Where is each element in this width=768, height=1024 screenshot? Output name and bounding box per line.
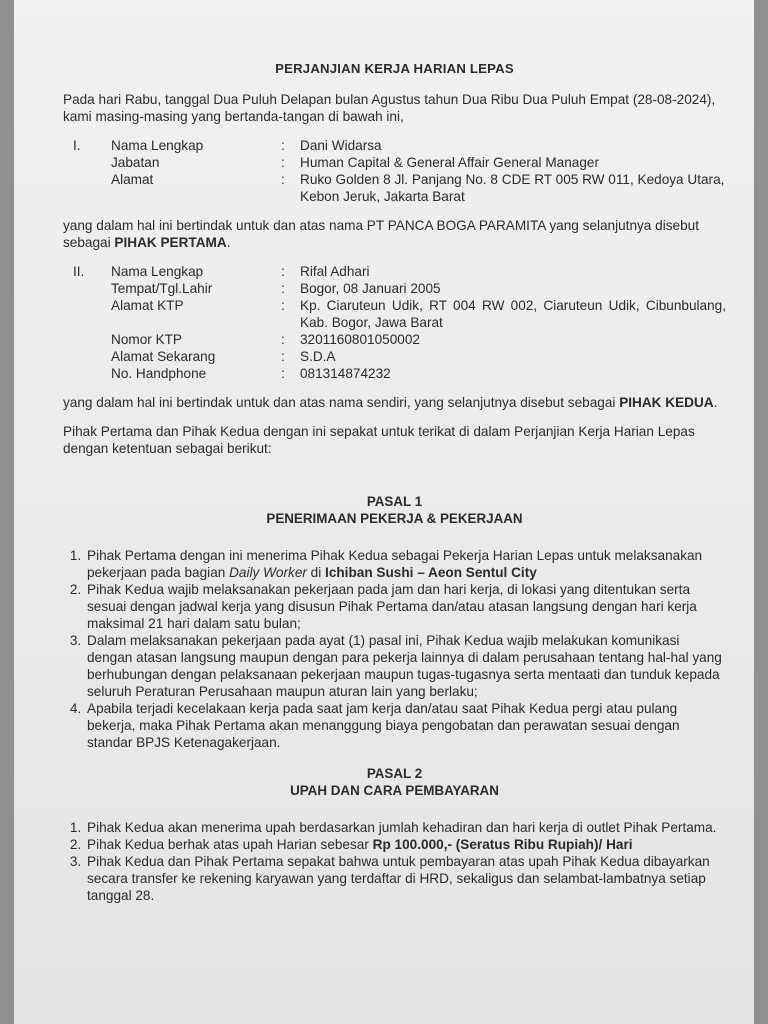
detail-value: Kp. Ciaruteun Udik, RT 004 RW 002, Ciaruteun Udik, Cibunbulang, Kab. Bogor, Jawa Barat [300,298,726,330]
party-first-details [63,137,726,205]
detail-row [111,154,726,171]
pasal-number: PASAL 1 [366,494,423,509]
detail-label: Nama Lengkap [111,264,204,279]
list-item: 3. Dalam melaksanakan pekerjaan pada ayat (1) pasal ini, Pihak Kedua wajib melakukan komunikasi dengan atasan langsung maupun dengan para pekerja lainnya di dalam perusahaan tentang hal-hal yang berhubungan dengan pelaksanaan pekerjaan maupun tugas-tugasnya serta mentaati dan tunduk kepada seluruh Peraturan Perusahaan maupun aturan lain yang berlaku; [85,632,726,700]
role-name: PIHAK PERTAMA [114,235,227,250]
detail-value: S.D.A [300,349,336,364]
detail-row [111,137,726,154]
detail-label: Alamat [111,172,154,187]
party-first-table [111,137,726,205]
pasal-title: UPAH DAN CARA PEMBAYARAN [290,783,499,798]
detail-row [111,365,726,382]
list-item: 1. Pihak Kedua akan menerima upah berdasarkan jumlah kehadiran dan hari kerja di outlet Pihak Pertama. [85,819,726,836]
detail-label: Tempat/Tgl.Lahir [111,281,213,296]
role-name: PIHAK KEDUA [619,395,714,410]
document-page [14,0,754,1024]
pasal-2-heading [63,765,726,799]
detail-value: Rifal Adhari [300,264,370,279]
colon-separator: : [281,349,285,364]
item-bold-text: Ichiban Sushi – Aeon Sentul City [325,565,537,580]
colon-separator: : [281,366,285,381]
colon-separator: : [281,172,285,187]
detail-label: Alamat Sekarang [111,349,216,364]
item-text: / Hari [598,837,633,852]
pasal-title: PENERIMAAN PEKERJA & PEKERJAAN [266,511,523,526]
party-second-role [63,394,726,411]
pasal-1-heading [63,493,726,527]
list-item [85,836,726,853]
contract-document [63,60,726,918]
list-item: 2. Pihak Kedua wajib melaksanakan pekerjaan pada jam dan hari kerja, di lokasi yang ditentukan serta sesuai dengan jadwal kerja yang disusun Pihak Pertama dan/atau atasan langsung dengan hari kerja maksimal 21 hari dalam satu bulan; [85,581,726,632]
detail-value: Human Capital & General Affair General Manager [300,155,599,170]
colon-separator: : [281,138,285,153]
colon-separator: : [281,281,285,296]
item-text: Pihak Pertama dengan ini menerima Pihak Kedua sebagai Pekerja Harian Lepas untuk melaksanakan pekerjaan pada bagian [87,548,703,580]
detail-value: Ruko Golden 8 Jl. Panjang No. 8 CDE RT 005 RW 011, Kedoya Utara, Kebon Jeruk, Jakarta Barat [300,172,725,204]
detail-value: 081314874232 [300,366,391,381]
agreement-paragraph: Pihak Pertama dan Pihak Kedua dengan ini sepakat untuk terikat di dalam Perjanjian Kerja Harian Lepas dengan ketentuan sebagai berikut: [63,424,695,456]
detail-value: Bogor, 08 Januari 2005 [300,281,441,296]
detail-row [111,348,726,365]
list-item: 3. Pihak Kedua dan Pihak Pertama sepakat bahwa untuk pembayaran atas upah Pihak Kedua dibayarkan secara transfer ke rekening karyawan yang terdaftar di HRD, sekaligus dan selambat-lambatnya setiap tanggal 28. [85,853,726,904]
party-number: II. [73,264,85,279]
intro-paragraph: Pada hari Rabu, tanggal Dua Puluh Delapan bulan Agustus tahun Dua Ribu Dua Puluh Empat (28-08-2024), kami masing-masing yang bertanda-tangan di bawah ini, [63,92,716,124]
detail-row [111,263,726,280]
detail-value: Dani Widarsa [300,138,382,153]
pasal-1-list [63,547,726,751]
detail-label: No. Handphone [111,366,207,381]
item-text: Pihak Kedua berhak atas upah Harian sebesar [87,837,373,852]
role-text: yang dalam hal ini bertindak untuk dan atas nama sendiri, yang selanjutnya disebut sebagai [63,395,620,410]
role-text: yang dalam hal ini bertindak untuk dan atas nama PT PANCA BOGA PARAMITA yang selanjutnya disebut sebagai [63,218,699,250]
party-first-role [63,217,726,251]
detail-label: Nama Lengkap [111,138,204,153]
party-second-table [111,263,726,382]
role-end: . [713,395,718,410]
party-number: I. [73,138,81,153]
pasal-number: PASAL 2 [366,766,423,781]
detail-label: Jabatan [111,155,160,170]
detail-row [111,297,726,331]
detail-label: Alamat KTP [111,298,184,313]
list-item [85,547,726,581]
detail-row [111,171,726,205]
party-second-details [63,263,726,382]
detail-label: Nomor KTP [111,332,183,347]
colon-separator: : [281,155,285,170]
colon-separator: : [281,298,285,313]
pasal-2-list [63,819,726,904]
list-item: 4. Apabila terjadi kecelakaan kerja pada saat jam kerja dan/atau saat Pihak Kedua pergi atau pulang bekerja, maka Pihak Pertama akan menanggung biaya pengobatan dan perawatan sesuai dengan standar BPJS Ketenagakerjaan. [85,700,726,751]
item-bold-text: Rp 100.000,- (Seratus Ribu Rupiah) [372,837,599,852]
detail-value: 3201160801050002 [300,332,420,347]
detail-row [111,280,726,297]
item-text: di [306,565,326,580]
detail-row [111,331,726,348]
role-end: . [226,235,231,250]
document-title: PERJANJIAN KERJA HARIAN LEPAS [275,61,514,76]
colon-separator: : [281,264,285,279]
item-italic-text: Daily Worker [229,565,307,580]
colon-separator: : [281,332,285,347]
